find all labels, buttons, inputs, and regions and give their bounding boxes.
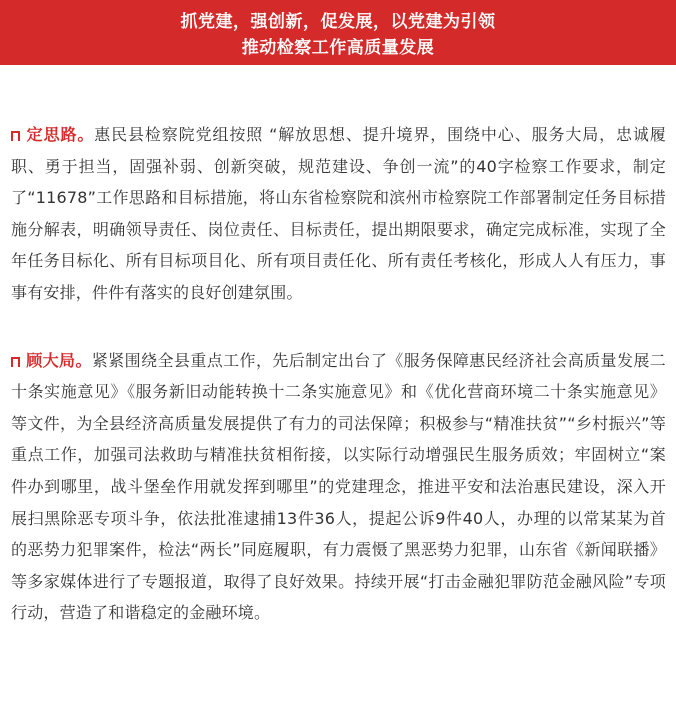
section-heading: 定思路。 bbox=[26, 125, 95, 144]
article-body bbox=[11, 119, 666, 665]
paragraph-define-approach bbox=[11, 119, 666, 309]
section-body: 惠民县检察院党组按照 “解放思想、提升境界，围绕中心、服务大局，忠诚履职、勇于担当，固强补弱、创新突破，规范建设、争创一流”的40字检察工作要求，制定了“11678”工作思路和目标措施，将山东省检察院和滨州市检察院工作部署制定任务目标措施分解表，明确领导责任、岗位责任、目标责任，提出期限要求，确定完成标准，实现了全年任务目标化、所有目标项目化、所有项目责任化、所有责任考核化，形成人人有压力，事事有安排，件件有落实的良好创建氛围。 bbox=[11, 125, 666, 302]
section-body: 紧紧围绕全县重点工作，先后制定出台了《服务保障惠民经济社会高质量发展二十条实施意见》《服务新旧动能转换十二条实施意见》和《优化营商环境二十条实施意见》等文件，为全县经济高质量发展提供了有力的司法保障；积极参与“精准扶贫”“乡村振兴”等重点工作，加强司法救助与精准扶贫相衔接，以实际行动增强民生服务质效；牢固树立“案件办到哪里，战斗堡垒作用就发挥到哪里”的党建理念，推进平安和法治惠民建设，深入开展扫黑除恶专项斗争，依法批准逮捕13件36人，提起公诉9件40人，办理的以常某某为首的恶势力犯罪案件，检法“两长”同庭履职，有力震慑了黑恶势力犯罪，山东省《新闻联播》等多家媒体进行了专题报道，取得了良好效果。持续开展“打击金融犯罪防范金融风险”专项行动，营造了和谐稳定的金融环境。 bbox=[11, 350, 666, 623]
banner-title-line-1: 抓党建，强创新，促发展，以党建为引领 bbox=[180, 12, 496, 32]
section-heading: 顾大局。 bbox=[26, 350, 92, 370]
bracket-marker-icon bbox=[11, 357, 20, 367]
bracket-marker-icon bbox=[11, 131, 20, 141]
title-banner bbox=[0, 0, 676, 65]
banner-title-line-2: 推动检察工作高质量发展 bbox=[241, 38, 435, 58]
paragraph-overall-situation bbox=[11, 345, 666, 629]
